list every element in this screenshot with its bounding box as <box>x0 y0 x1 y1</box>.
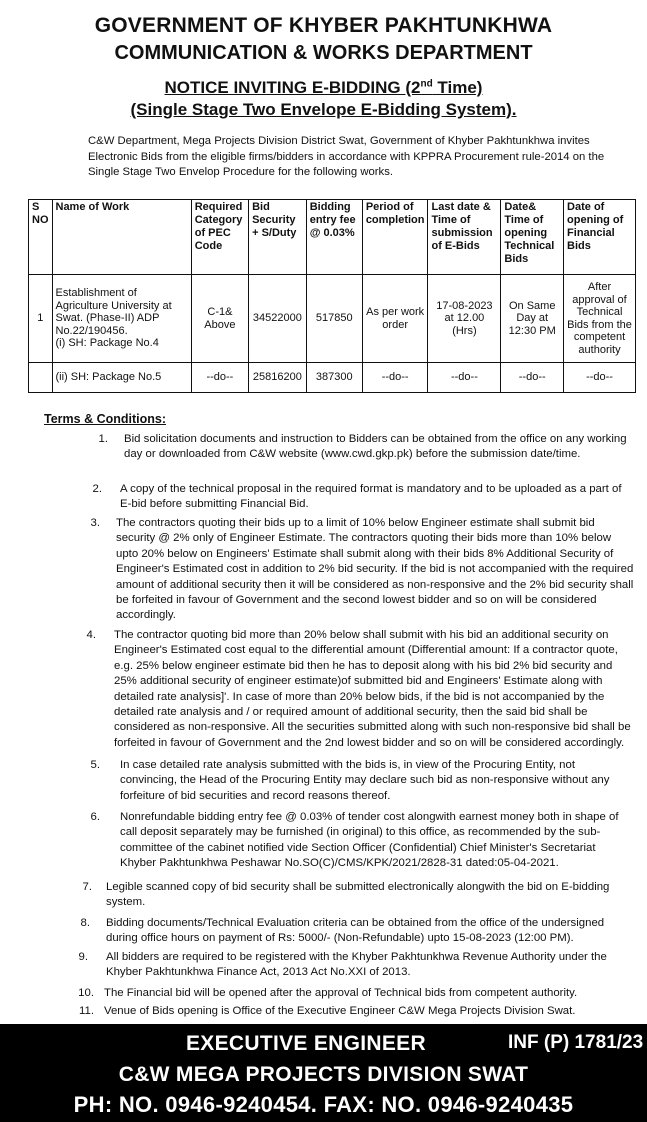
term-text: The Financial bid will be opened after the approval of Technical bids from competent authority. <box>104 987 578 999</box>
cell-name: (ii) SH: Package No.5 <box>52 363 191 393</box>
bidding-system: (Single Stage Two Envelope E-Bidding System). <box>130 100 517 119</box>
term-text: In case detailed rate analysis submitted with the bids is, in view of the Procuring Entity, not convincing, the Head of the Procuring Entity may declare such bid as non-responsive without any forfeiture of bid securities and record reasons thereof. <box>120 759 610 802</box>
col-header-no: S NO <box>29 200 53 275</box>
term-number: 4. <box>86 629 96 641</box>
footer-title: EXECUTIVE ENGINEER <box>186 1032 426 1055</box>
term-number: 10. <box>78 987 94 999</box>
cell-last-date: --do-- <box>428 363 501 393</box>
table-row <box>29 275 636 363</box>
term-number: 6. <box>90 811 100 823</box>
table-header-row <box>29 200 636 275</box>
term-text: The contractors quoting their bids up to a limit of 10% below Engineer estimate shall submit bid security @ 2% only of Engineer Estimate. The contractors quoting their bids more than 10% below upto 20% below on Engineers' Estimate shall submit along with their bids 8% Additional Security of Engineer's Estimated cost in addition to 2% bid security. If the bid is not accompanied with the required amount of additional security then it will be considered as non-responsive and the 2% bid security shall be forfeited in favour of Government and the second lowest bidder and so on will be considered accordingly. <box>116 517 634 622</box>
col-header-period: Period of completion <box>362 200 428 275</box>
cell-opening-fin: After approval of Technical Bids from the competent authority <box>564 275 636 363</box>
col-header-opening-fin: Date of opening of Financial Bids <box>564 200 636 275</box>
term-text: Bidding documents/Technical Evaluation criteria can be obtained from the office of the undersigned during office hours on payment of Rs: 5000/- (Non-Refundable) upto 15-08-2023 (12:00 PM). <box>106 917 605 945</box>
cell-period: --do-- <box>362 363 428 393</box>
term-number: 11. <box>79 1005 94 1017</box>
footer-division: C&W MEGA PROJECTS DIVISION SWAT <box>118 1063 529 1086</box>
department-heading: COMMUNICATION & WORKS DEPARTMENT <box>114 42 533 64</box>
term-text: Legible scanned copy of bid security shall be submitted electronically alongwith the bid on E-bidding system. <box>106 881 610 909</box>
term-number: 2. <box>92 483 102 495</box>
cell-no <box>29 363 53 393</box>
term-number: 8. <box>80 917 90 929</box>
term-number: 5. <box>90 759 100 771</box>
notice-text: NOTICE INVITING E-BIDDING (2 <box>164 78 421 97</box>
term-text: A copy of the technical proposal in the required format is mandatory and to be uploaded as a part of E-bid before submitting Financial Bid. <box>120 483 622 511</box>
work-package: (i) SH: Package No.4 <box>55 337 159 350</box>
term-number: 7. <box>82 881 92 893</box>
term-text: The contractor quoting bid more than 20% below shall submit with his bid an additional security on Engineer's Estimated cost equal to the differential amount (Differential amount: If a contractor quote, e.g. 25% below engineer estimate bid then he has to deposit along with his bid 2% bid security and 25% additional security of engineer estimate)of submitted bid and Engineers' Estimate along with detailed rate analysis]'. In case of more than 20% below bids, if the bid is not accompanied by the detailed rate analysis and / or required amount of additional security, then the said bid shall be considered as non-responsive. All the securities submitted along with such non-responsive bid shall be forfeited in favour of Government and the 2nd lowest bidder and so on will be considered accordingly. <box>114 629 631 749</box>
work-description: Establishment of Agriculture University at Swat. (Phase-II) ADP No.22/190456. <box>55 287 172 337</box>
col-header-category: Required Category of PEC Code <box>191 200 248 275</box>
term-text: Nonrefundable bidding entry fee @ 0.03% of tender cost alongwith earnest money both in shape of call deposit separately may be furnished (in original) to this office, as recommended by the sub-committee of the cabinet notified vide Section Officer (Confidential) Chief Minister's Secretariat Khyber Pakhtunkhwa Peshawar No.SO(C)/CMS/KPK/2021/2828-31 dated:05-04-2021. <box>120 811 619 870</box>
notice-title <box>0 78 647 98</box>
term-text: Venue of Bids opening is Office of the Executive Engineer C&W Mega Projects Division Swat. <box>104 1005 576 1017</box>
col-header-security: Bid Security + S/Duty <box>249 200 307 275</box>
cell-category: --do-- <box>191 363 248 393</box>
cell-opening-tech: --do-- <box>501 363 564 393</box>
footer-contact: PH: NO. 0946-9240454. FAX: NO. 0946-9240435 <box>73 1092 574 1117</box>
footer-inf-number: INF (P) 1781/23 <box>508 1032 644 1053</box>
col-header-opening-tech: Date& Time of opening Technical Bids <box>501 200 564 275</box>
cell-no: 1 <box>29 275 53 363</box>
cell-name <box>52 275 191 363</box>
intro-paragraph: C&W Department, Mega Projects Division District Swat, Government of Khyber Pakhtunkhwa invites Electronic Bids from the eligible firms/bidders in accordance with KPPRA Procurement rule-2014 on the Single Stage Two Envelop Procedure for the following works. <box>88 135 605 178</box>
table-row <box>29 363 636 393</box>
col-header-name: Name of Work <box>52 200 191 275</box>
terms-title: Terms & Conditions: <box>44 412 166 426</box>
term-text: All bidders are required to be registered with the Khyber Pakhtunkhwa Revenue Authority under the Khyber Pakhtunkhwa Finance Act, 2013 Act No.XXI of 2013. <box>106 951 607 979</box>
government-heading: GOVERNMENT OF KHYBER PAKHTUNKHWA <box>94 14 553 37</box>
col-header-fee: Bidding entry fee @ 0.03% <box>306 200 362 275</box>
term-number: 3. <box>90 517 100 529</box>
cell-last-date: 17-08-2023 at 12.00 (Hrs) <box>428 275 501 363</box>
cell-security: 25816200 <box>249 363 307 393</box>
notice-tail: Time) <box>432 78 483 97</box>
cell-security: 34522000 <box>249 275 307 363</box>
cell-opening-fin: --do-- <box>564 363 636 393</box>
cell-fee: 517850 <box>306 275 362 363</box>
cell-period: As per work order <box>362 275 428 363</box>
term-number: 9. <box>78 951 88 963</box>
cell-fee: 387300 <box>306 363 362 393</box>
cell-opening-tech: On Same Day at 12:30 PM <box>501 275 564 363</box>
works-table <box>28 199 636 393</box>
term-number: 1. <box>98 433 108 445</box>
footer-banner <box>0 1024 647 1122</box>
term-text: Bid solicitation documents and instruction to Bidders can be obtained from the office on any working day or downloaded from C&W website (www.cwd.gkp.pk) before the submission date/time. <box>124 433 627 461</box>
cell-category: C-1& Above <box>191 275 248 363</box>
notice-superscript: nd <box>420 78 433 90</box>
col-header-last-date: Last date & Time of submission of E-Bids <box>428 200 501 275</box>
